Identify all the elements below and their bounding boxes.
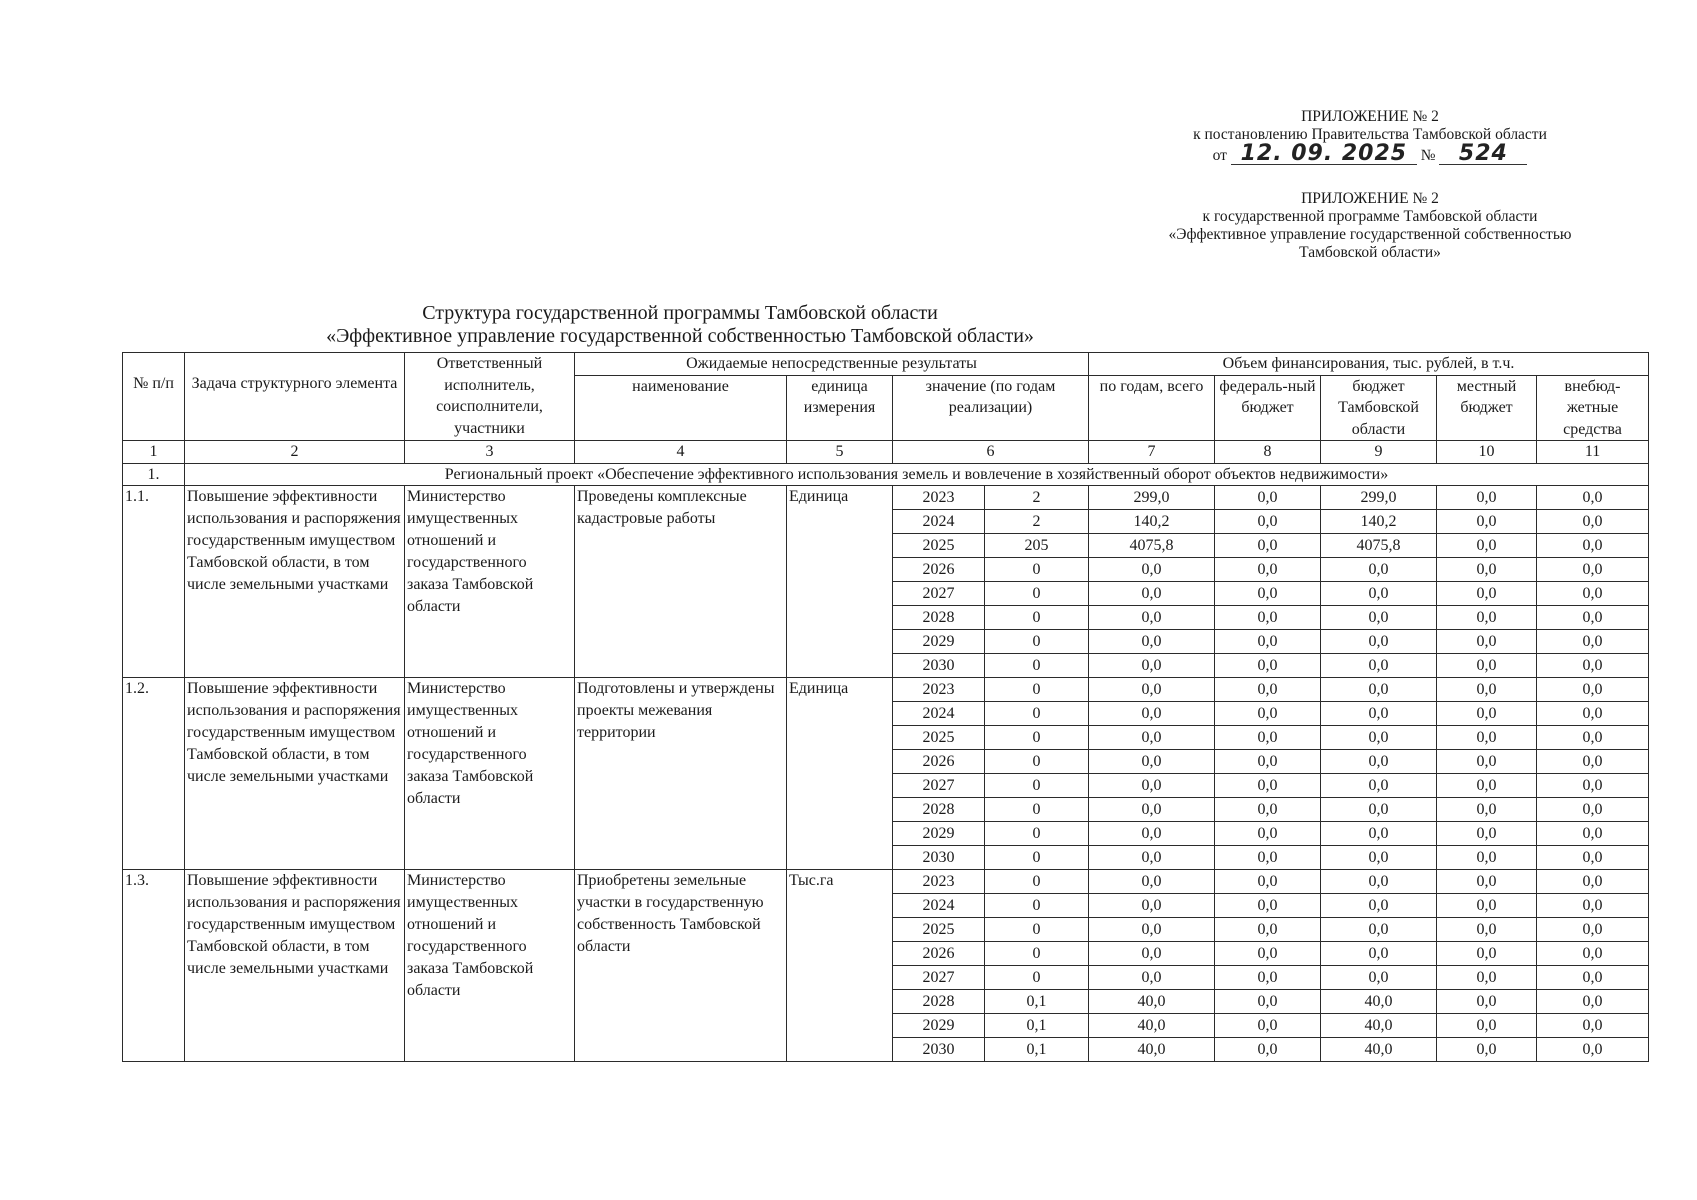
block-unit: Единица — [787, 678, 893, 870]
total-cell: 0,0 — [1089, 726, 1215, 750]
header-local: местный бюджет — [1437, 375, 1537, 441]
col-number: 6 — [893, 441, 1089, 464]
header-unit: единица измерения — [787, 375, 893, 441]
value-cell: 0 — [985, 870, 1089, 894]
value-cell: 205 — [985, 534, 1089, 558]
block-result: Подготовлены и утверждены проекты межевания территории — [575, 678, 787, 870]
federal-cell: 0,0 — [1215, 798, 1321, 822]
appendix-resolution-title: ПРИЛОЖЕНИЕ № 2 — [1301, 108, 1439, 125]
block-unit: Тыс.га — [787, 870, 893, 1062]
year-cell: 2029 — [893, 822, 985, 846]
total-cell: 4075,8 — [1089, 534, 1215, 558]
year-cell: 2023 — [893, 678, 985, 702]
value-cell: 0 — [985, 966, 1089, 990]
total-cell: 0,0 — [1089, 630, 1215, 654]
federal-cell: 0,0 — [1215, 726, 1321, 750]
regional-cell: 40,0 — [1321, 990, 1437, 1014]
federal-cell: 0,0 — [1215, 918, 1321, 942]
column-number-row — [123, 441, 1649, 464]
federal-cell: 0,0 — [1215, 750, 1321, 774]
federal-cell: 0,0 — [1215, 1038, 1321, 1062]
value-cell: 0,1 — [985, 990, 1089, 1014]
total-cell: 140,2 — [1089, 510, 1215, 534]
value-cell: 2 — [985, 510, 1089, 534]
local-cell: 0,0 — [1437, 678, 1537, 702]
total-cell: 0,0 — [1089, 774, 1215, 798]
local-cell: 0,0 — [1437, 1038, 1537, 1062]
offbudget-cell: 0,0 — [1537, 726, 1649, 750]
header-federal: федераль-ный бюджет — [1215, 375, 1321, 441]
local-cell: 0,0 — [1437, 654, 1537, 678]
federal-cell: 0,0 — [1215, 678, 1321, 702]
year-cell: 2024 — [893, 702, 985, 726]
federal-cell: 0,0 — [1215, 702, 1321, 726]
col-number: 2 — [185, 441, 405, 464]
document-title-line2: «Эффективное управление государственной собственностью Тамбовской области» — [326, 325, 1034, 347]
year-cell: 2029 — [893, 1014, 985, 1038]
col-number: 9 — [1321, 441, 1437, 464]
local-cell: 0,0 — [1437, 726, 1537, 750]
regional-cell: 4075,8 — [1321, 534, 1437, 558]
total-cell: 0,0 — [1089, 582, 1215, 606]
block-num: 1.1. — [123, 486, 185, 678]
total-cell: 0,0 — [1089, 966, 1215, 990]
value-cell: 0 — [985, 582, 1089, 606]
year-cell: 2030 — [893, 654, 985, 678]
regional-cell: 0,0 — [1321, 606, 1437, 630]
value-cell: 0 — [985, 942, 1089, 966]
col-number: 5 — [787, 441, 893, 464]
local-cell: 0,0 — [1437, 966, 1537, 990]
total-cell: 0,0 — [1089, 798, 1215, 822]
regional-cell: 0,0 — [1321, 822, 1437, 846]
total-cell: 299,0 — [1089, 486, 1215, 510]
year-cell: 2025 — [893, 918, 985, 942]
year-cell: 2028 — [893, 606, 985, 630]
federal-cell: 0,0 — [1215, 558, 1321, 582]
local-cell: 0,0 — [1437, 774, 1537, 798]
block-result: Приобретены земельные участки в государственную собственность Тамбовской области — [575, 870, 787, 1062]
appendix-program-line3: Тамбовской области» — [1299, 244, 1441, 261]
offbudget-cell: 0,0 — [1537, 1014, 1649, 1038]
value-cell: 0 — [985, 822, 1089, 846]
regional-cell: 0,0 — [1321, 774, 1437, 798]
col-number: 3 — [405, 441, 575, 464]
year-cell: 2025 — [893, 726, 985, 750]
local-cell: 0,0 — [1437, 750, 1537, 774]
year-cell: 2027 — [893, 966, 985, 990]
total-cell: 40,0 — [1089, 1038, 1215, 1062]
document-title — [320, 302, 1040, 348]
handwritten-number: 524 — [1439, 144, 1527, 165]
header-result-name: наименование — [575, 375, 787, 441]
offbudget-cell: 0,0 — [1537, 702, 1649, 726]
offbudget-cell: 0,0 — [1537, 870, 1649, 894]
col-number: 4 — [575, 441, 787, 464]
federal-cell: 0,0 — [1215, 534, 1321, 558]
block-task: Повышение эффективности использования и распоряжения государственным имуществом Тамбовской области, в том числе земельными участками — [185, 678, 405, 870]
local-cell: 0,0 — [1437, 894, 1537, 918]
value-cell: 0,1 — [985, 1038, 1089, 1062]
section-title: Региональный проект «Обеспечение эффективного использования земель и вовлечение в хозяйственный оборот объектов недвижимости» — [185, 463, 1649, 486]
value-cell: 0 — [985, 798, 1089, 822]
federal-cell: 0,0 — [1215, 822, 1321, 846]
year-cell: 2028 — [893, 798, 985, 822]
col-number: 11 — [1537, 441, 1649, 464]
header-total: по годам, всего — [1089, 375, 1215, 441]
value-cell: 0 — [985, 558, 1089, 582]
value-cell: 0 — [985, 630, 1089, 654]
federal-cell: 0,0 — [1215, 606, 1321, 630]
block-unit: Единица — [787, 486, 893, 678]
regional-cell: 0,0 — [1321, 630, 1437, 654]
appendix-program-line2: «Эффективное управление государственной собственностью — [1168, 226, 1572, 243]
offbudget-cell: 0,0 — [1537, 510, 1649, 534]
regional-cell: 0,0 — [1321, 678, 1437, 702]
regional-cell: 0,0 — [1321, 942, 1437, 966]
year-cell: 2027 — [893, 774, 985, 798]
appendix-resolution-line: к постановлению Правительства Тамбовской области — [1193, 126, 1547, 143]
offbudget-cell: 0,0 — [1537, 678, 1649, 702]
appendix-program-title: ПРИЛОЖЕНИЕ № 2 — [1301, 190, 1439, 207]
number-sign: № — [1420, 147, 1436, 164]
year-cell: 2023 — [893, 870, 985, 894]
federal-cell: 0,0 — [1215, 846, 1321, 870]
year-cell: 2025 — [893, 534, 985, 558]
federal-cell: 0,0 — [1215, 966, 1321, 990]
total-cell: 0,0 — [1089, 846, 1215, 870]
block-task: Повышение эффективности использования и распоряжения государственным имуществом Тамбовской области, в том числе земельными участками — [185, 486, 405, 678]
year-cell: 2026 — [893, 558, 985, 582]
total-cell: 0,0 — [1089, 750, 1215, 774]
federal-cell: 0,0 — [1215, 630, 1321, 654]
total-cell: 40,0 — [1089, 1014, 1215, 1038]
regional-cell: 0,0 — [1321, 846, 1437, 870]
value-cell: 0 — [985, 702, 1089, 726]
header-task: Задача структурного элемента — [185, 353, 405, 441]
date-prefix: от — [1212, 147, 1227, 164]
col-number: 8 — [1215, 441, 1321, 464]
regional-cell: 0,0 — [1321, 702, 1437, 726]
block-responsible: Министерство имущественных отношений и государственного заказа Тамбовской области — [405, 678, 575, 870]
table-row — [123, 678, 1649, 702]
year-cell: 2026 — [893, 750, 985, 774]
local-cell: 0,0 — [1437, 582, 1537, 606]
header-offbudget: внебюд-жетные средства — [1537, 375, 1649, 441]
header-row-1 — [123, 353, 1649, 376]
value-cell: 2 — [985, 486, 1089, 510]
table-row — [123, 870, 1649, 894]
program-structure-table — [122, 352, 1649, 1062]
total-cell: 0,0 — [1089, 822, 1215, 846]
year-cell: 2027 — [893, 582, 985, 606]
block-responsible: Министерство имущественных отношений и государственного заказа Тамбовской области — [405, 870, 575, 1062]
offbudget-cell: 0,0 — [1537, 606, 1649, 630]
federal-cell: 0,0 — [1215, 486, 1321, 510]
local-cell: 0,0 — [1437, 798, 1537, 822]
total-cell: 40,0 — [1089, 990, 1215, 1014]
block-task: Повышение эффективности использования и распоряжения государственным имуществом Тамбовской области, в том числе земельными участками — [185, 870, 405, 1062]
year-cell: 2030 — [893, 1038, 985, 1062]
header-finance: Объем финансирования, тыс. рублей, в т.ч. — [1089, 353, 1649, 376]
header-regional: бюджет Тамбовской области — [1321, 375, 1437, 441]
total-cell: 0,0 — [1089, 654, 1215, 678]
block-responsible: Министерство имущественных отношений и государственного заказа Тамбовской области — [405, 486, 575, 678]
appendix-resolution — [1150, 108, 1590, 165]
year-cell: 2023 — [893, 486, 985, 510]
year-cell: 2029 — [893, 630, 985, 654]
offbudget-cell: 0,0 — [1537, 894, 1649, 918]
col-number: 10 — [1437, 441, 1537, 464]
regional-cell: 40,0 — [1321, 1038, 1437, 1062]
regional-cell: 0,0 — [1321, 582, 1437, 606]
local-cell: 0,0 — [1437, 558, 1537, 582]
federal-cell: 0,0 — [1215, 990, 1321, 1014]
local-cell: 0,0 — [1437, 630, 1537, 654]
appendix-program-line1: к государственной программе Тамбовской области — [1202, 208, 1538, 225]
federal-cell: 0,0 — [1215, 654, 1321, 678]
local-cell: 0,0 — [1437, 918, 1537, 942]
table-row — [123, 486, 1649, 510]
offbudget-cell: 0,0 — [1537, 558, 1649, 582]
offbudget-cell: 0,0 — [1537, 582, 1649, 606]
offbudget-cell: 0,0 — [1537, 846, 1649, 870]
regional-cell: 40,0 — [1321, 1014, 1437, 1038]
local-cell: 0,0 — [1437, 990, 1537, 1014]
year-cell: 2024 — [893, 894, 985, 918]
local-cell: 0,0 — [1437, 870, 1537, 894]
regional-cell: 0,0 — [1321, 966, 1437, 990]
local-cell: 0,0 — [1437, 486, 1537, 510]
federal-cell: 0,0 — [1215, 510, 1321, 534]
federal-cell: 0,0 — [1215, 1014, 1321, 1038]
offbudget-cell: 0,0 — [1537, 798, 1649, 822]
value-cell: 0 — [985, 750, 1089, 774]
header-responsible: Ответственный исполнитель, соисполнители, участники — [405, 353, 575, 441]
local-cell: 0,0 — [1437, 942, 1537, 966]
regional-cell: 0,0 — [1321, 750, 1437, 774]
regional-cell: 0,0 — [1321, 654, 1437, 678]
total-cell: 0,0 — [1089, 558, 1215, 582]
offbudget-cell: 0,0 — [1537, 1038, 1649, 1062]
offbudget-cell: 0,0 — [1537, 750, 1649, 774]
local-cell: 0,0 — [1437, 846, 1537, 870]
offbudget-cell: 0,0 — [1537, 990, 1649, 1014]
year-cell: 2028 — [893, 990, 985, 1014]
value-cell: 0 — [985, 678, 1089, 702]
federal-cell: 0,0 — [1215, 870, 1321, 894]
offbudget-cell: 0,0 — [1537, 822, 1649, 846]
offbudget-cell: 0,0 — [1537, 486, 1649, 510]
total-cell: 0,0 — [1089, 702, 1215, 726]
col-number: 1 — [123, 441, 185, 464]
value-cell: 0,1 — [985, 1014, 1089, 1038]
regional-cell: 0,0 — [1321, 726, 1437, 750]
offbudget-cell: 0,0 — [1537, 942, 1649, 966]
regional-cell: 0,0 — [1321, 870, 1437, 894]
value-cell: 0 — [985, 894, 1089, 918]
local-cell: 0,0 — [1437, 510, 1537, 534]
block-num: 1.2. — [123, 678, 185, 870]
handwritten-date: 12. 09. 2025 — [1231, 144, 1417, 165]
total-cell: 0,0 — [1089, 894, 1215, 918]
regional-cell: 0,0 — [1321, 894, 1437, 918]
document-title-line1: Структура государственной программы Тамбовской области — [422, 302, 938, 324]
value-cell: 0 — [985, 726, 1089, 750]
federal-cell: 0,0 — [1215, 774, 1321, 798]
header-num: № п/п — [123, 353, 185, 441]
year-cell: 2024 — [893, 510, 985, 534]
section-num: 1. — [123, 463, 185, 486]
local-cell: 0,0 — [1437, 822, 1537, 846]
offbudget-cell: 0,0 — [1537, 966, 1649, 990]
section-row — [123, 463, 1649, 486]
value-cell: 0 — [985, 846, 1089, 870]
header-expected-results: Ожидаемые непосредственные результаты — [575, 353, 1089, 376]
regional-cell: 299,0 — [1321, 486, 1437, 510]
local-cell: 0,0 — [1437, 606, 1537, 630]
local-cell: 0,0 — [1437, 1014, 1537, 1038]
year-cell: 2026 — [893, 942, 985, 966]
offbudget-cell: 0,0 — [1537, 774, 1649, 798]
header-value: значение (по годам реализации) — [893, 375, 1089, 441]
local-cell: 0,0 — [1437, 702, 1537, 726]
total-cell: 0,0 — [1089, 942, 1215, 966]
local-cell: 0,0 — [1437, 534, 1537, 558]
year-cell: 2030 — [893, 846, 985, 870]
offbudget-cell: 0,0 — [1537, 630, 1649, 654]
regional-cell: 0,0 — [1321, 558, 1437, 582]
value-cell: 0 — [985, 606, 1089, 630]
offbudget-cell: 0,0 — [1537, 654, 1649, 678]
total-cell: 0,0 — [1089, 918, 1215, 942]
total-cell: 0,0 — [1089, 870, 1215, 894]
appendix-program — [1120, 190, 1620, 262]
regional-cell: 0,0 — [1321, 918, 1437, 942]
regional-cell: 0,0 — [1321, 798, 1437, 822]
offbudget-cell: 0,0 — [1537, 534, 1649, 558]
regional-cell: 140,2 — [1321, 510, 1437, 534]
value-cell: 0 — [985, 654, 1089, 678]
value-cell: 0 — [985, 918, 1089, 942]
appendix-resolution-dateline — [1212, 141, 1528, 166]
federal-cell: 0,0 — [1215, 894, 1321, 918]
federal-cell: 0,0 — [1215, 942, 1321, 966]
value-cell: 0 — [985, 774, 1089, 798]
total-cell: 0,0 — [1089, 606, 1215, 630]
block-result: Проведены комплексные кадастровые работы — [575, 486, 787, 678]
col-number: 7 — [1089, 441, 1215, 464]
total-cell: 0,0 — [1089, 678, 1215, 702]
block-num: 1.3. — [123, 870, 185, 1062]
offbudget-cell: 0,0 — [1537, 918, 1649, 942]
federal-cell: 0,0 — [1215, 582, 1321, 606]
